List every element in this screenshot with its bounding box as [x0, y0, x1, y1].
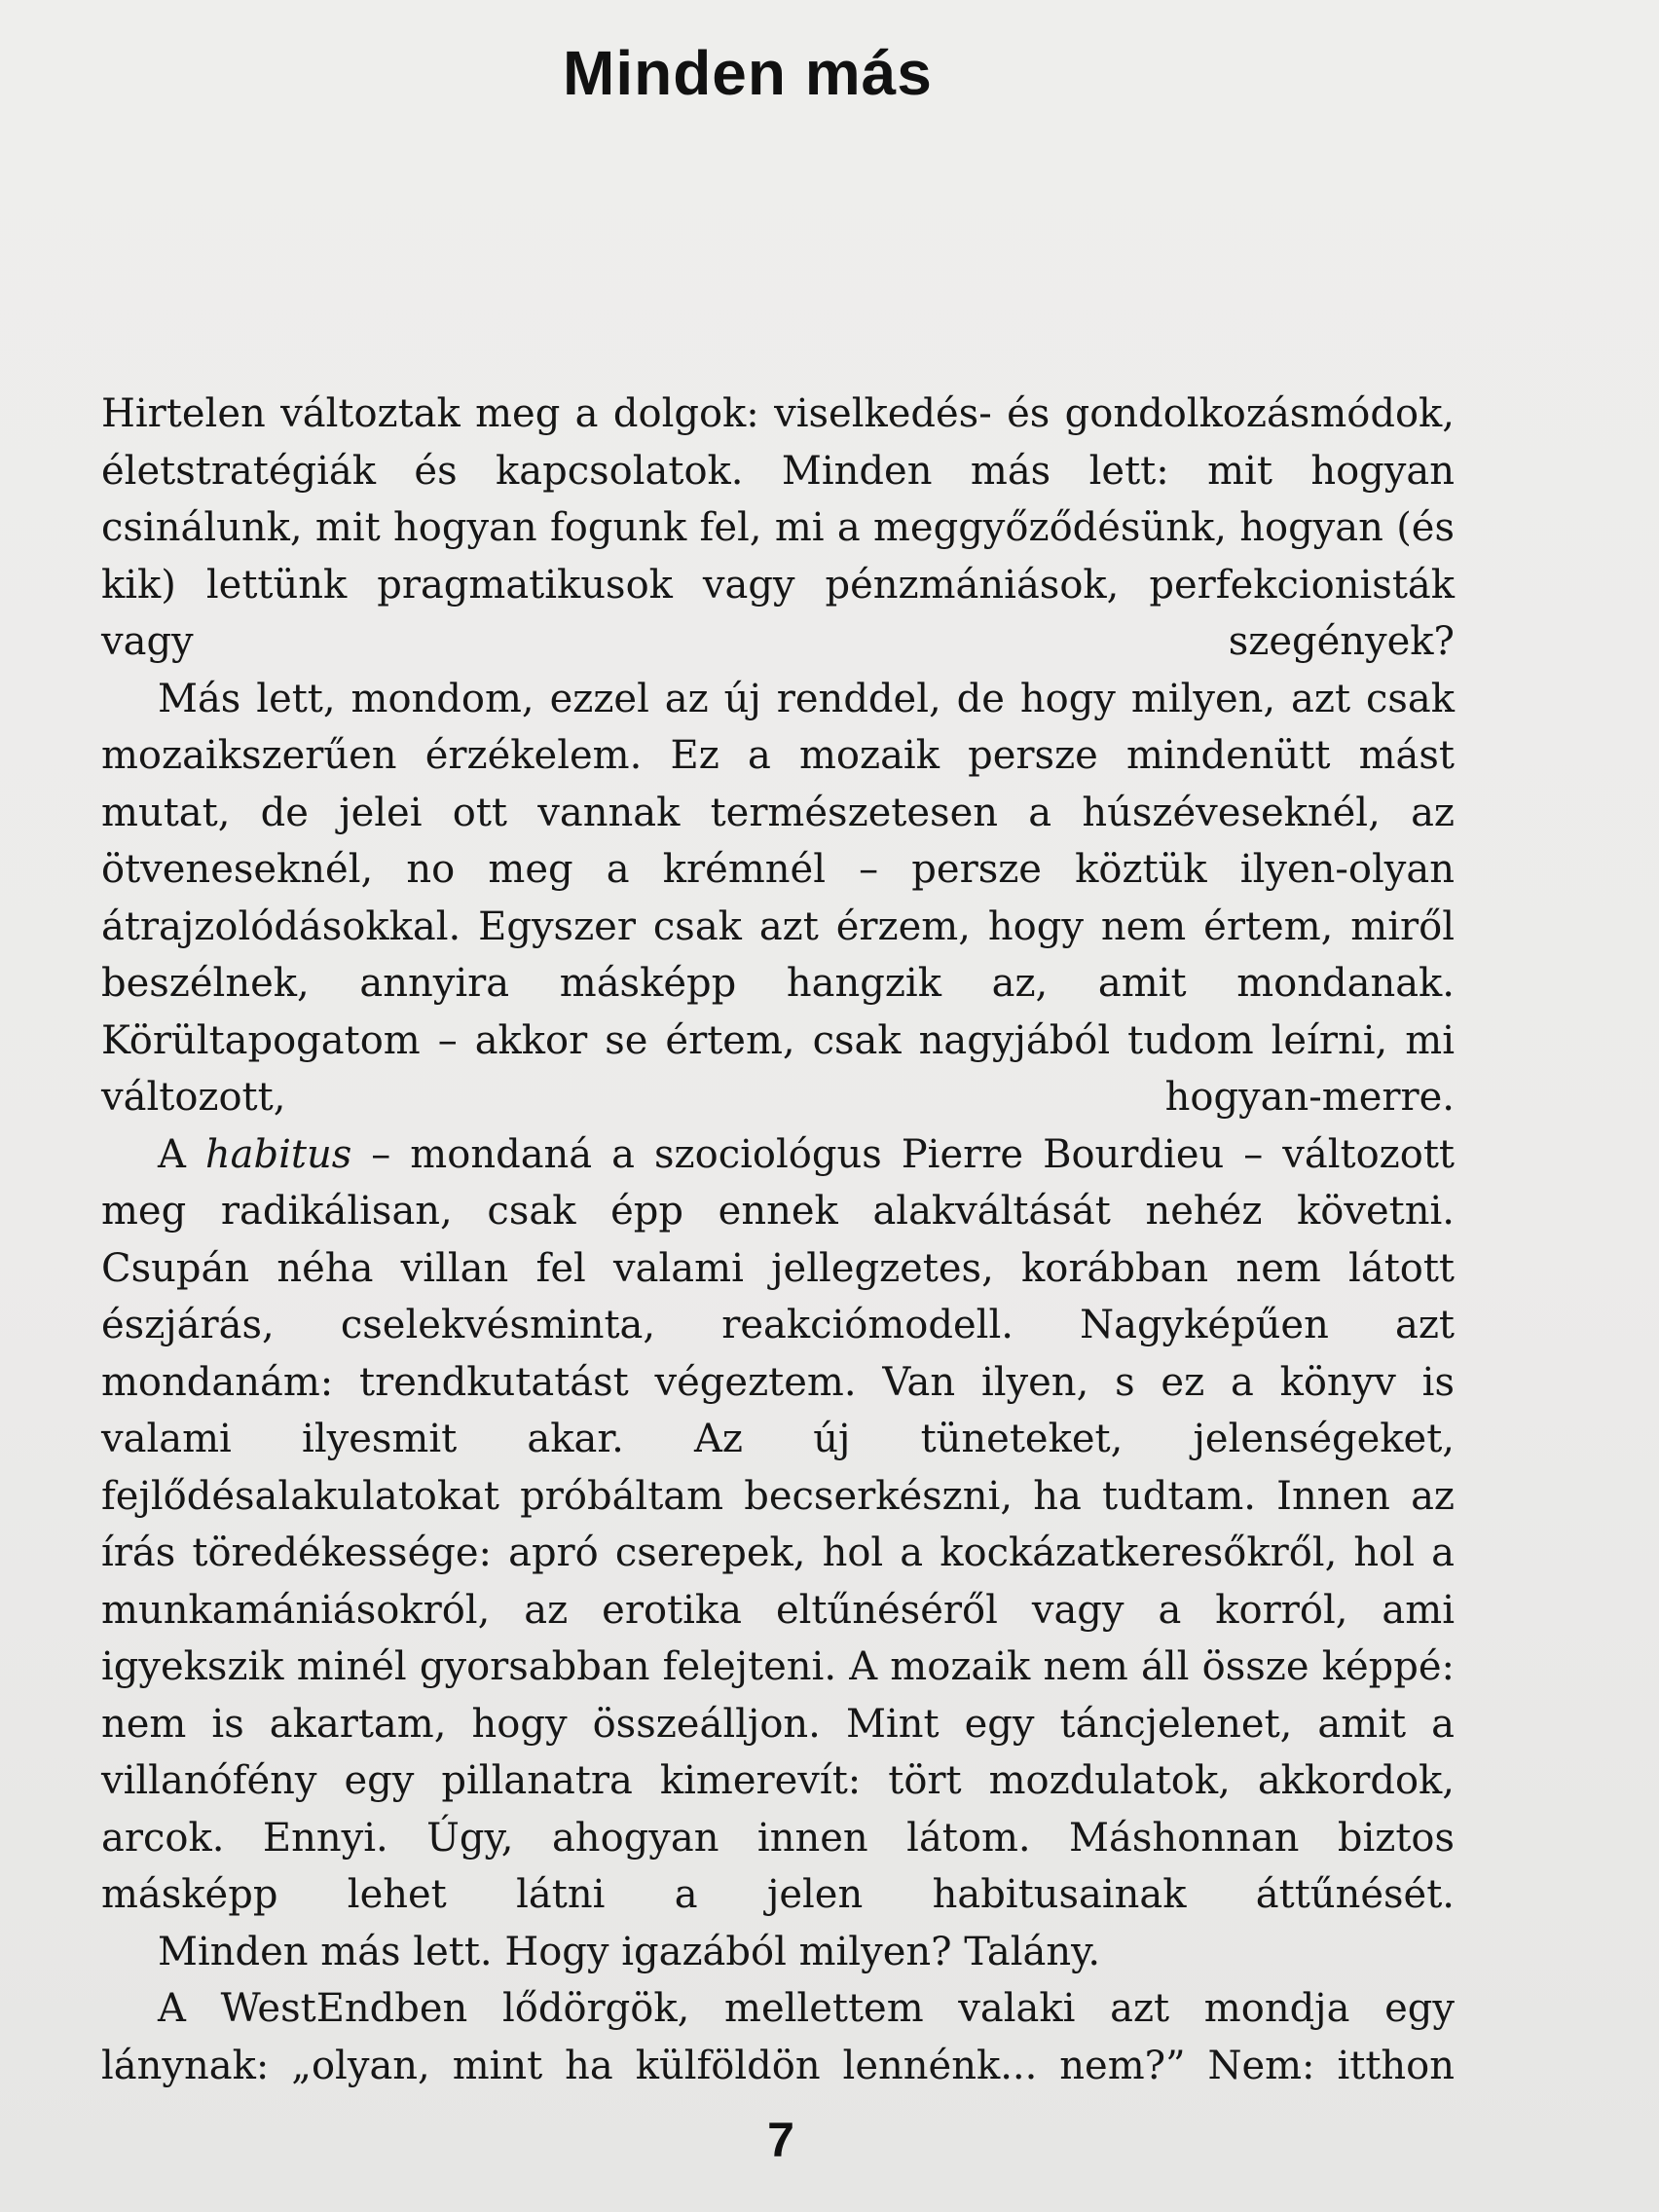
paragraph-4: Minden más lett. Hogy igazából milyen? Talány. — [158, 1929, 1101, 1974]
paragraph-5: A WestEndben lődörgök, mellettem valaki azt mondja egy lánynak: „olyan, mint ha külföldön lennénk... nem?” Nem: itthon — [101, 1986, 1455, 2088]
habitus-rest: – mondaná a szociológus Pierre Bourdieu – változott meg radikálisan, csak épp ennek alakváltását nehéz követni. Csupán néha villan fel valami jellegzetes, korábban nem látott észjárás, cselekvésminta, reakciómodell. Nagyképűen azt mondanám: trendkutatást végeztem. Van ilyen, s ez a könyv is valami ilyesmit akar. Az új tüneteket, jelenségeket, fejlődésalakulatokat próbáltam becserkészni, ha tudtam. Innen az írás töredékessége: apró cserepek, hol a kockázatkeresőkről, hol a munkamániásokról, az erotika eltűnéséről vagy a korról, ami igyekszik minél gyorsabban felejteni. A mozaik nem áll össze képpé: nem is akartam, hogy összeálljon. Mint egy táncjelenet, amit a villanófény egy pillanatra kimerevít: tört mozdulatok, akkordok, arcok. Ennyi. Úgy, ahogyan innen látom. Máshonnan biztos másképp lehet látni a jelen habitusainak áttűnését. — [101, 1131, 1455, 1917]
body-text — [101, 386, 1455, 2094]
paragraph-1: Hirtelen változtak meg a dolgok: viselkedés- és gondolkozásmódok, életstratégiák és kapcsolatok. Minden más lett: mit hogyan csinálunk, mit hogyan fogunk fel, mi a meggyőződésünk, hogyan (és kik) lettünk pragmatikusok vagy pénzmániások, perfekcionisták vagy szegények? — [101, 391, 1455, 664]
habitus-emphasis: habitus — [204, 1131, 352, 1177]
chapter-title: Minden más — [563, 38, 933, 108]
paragraph-2: Más lett, mondom, ezzel az új renddel, de hogy milyen, azt csak mozaikszerűen érzékelem. Ez a mozaik persze mindenütt mást mutat, de jelei ott vannak természetesen a húszéveseknél, az ötveneseknél, no meg a krémnél – persze köztük ilyen-olyan átrajzolódásokkal. Egyszer csak azt érzem, hogy nem értem, miről beszélnek, annyira másképp hangzik az, amit mondanak. Körültapogatom – akkor se értem, csak nagyjából tudom leírni, mi változott, hogyan-merre. — [101, 676, 1455, 1120]
paragraph-3 — [101, 1126, 1455, 1924]
habitus-prefix: A — [158, 1131, 186, 1177]
watermark — [0, 2179, 380, 2212]
page-number: 7 — [767, 2113, 794, 2167]
